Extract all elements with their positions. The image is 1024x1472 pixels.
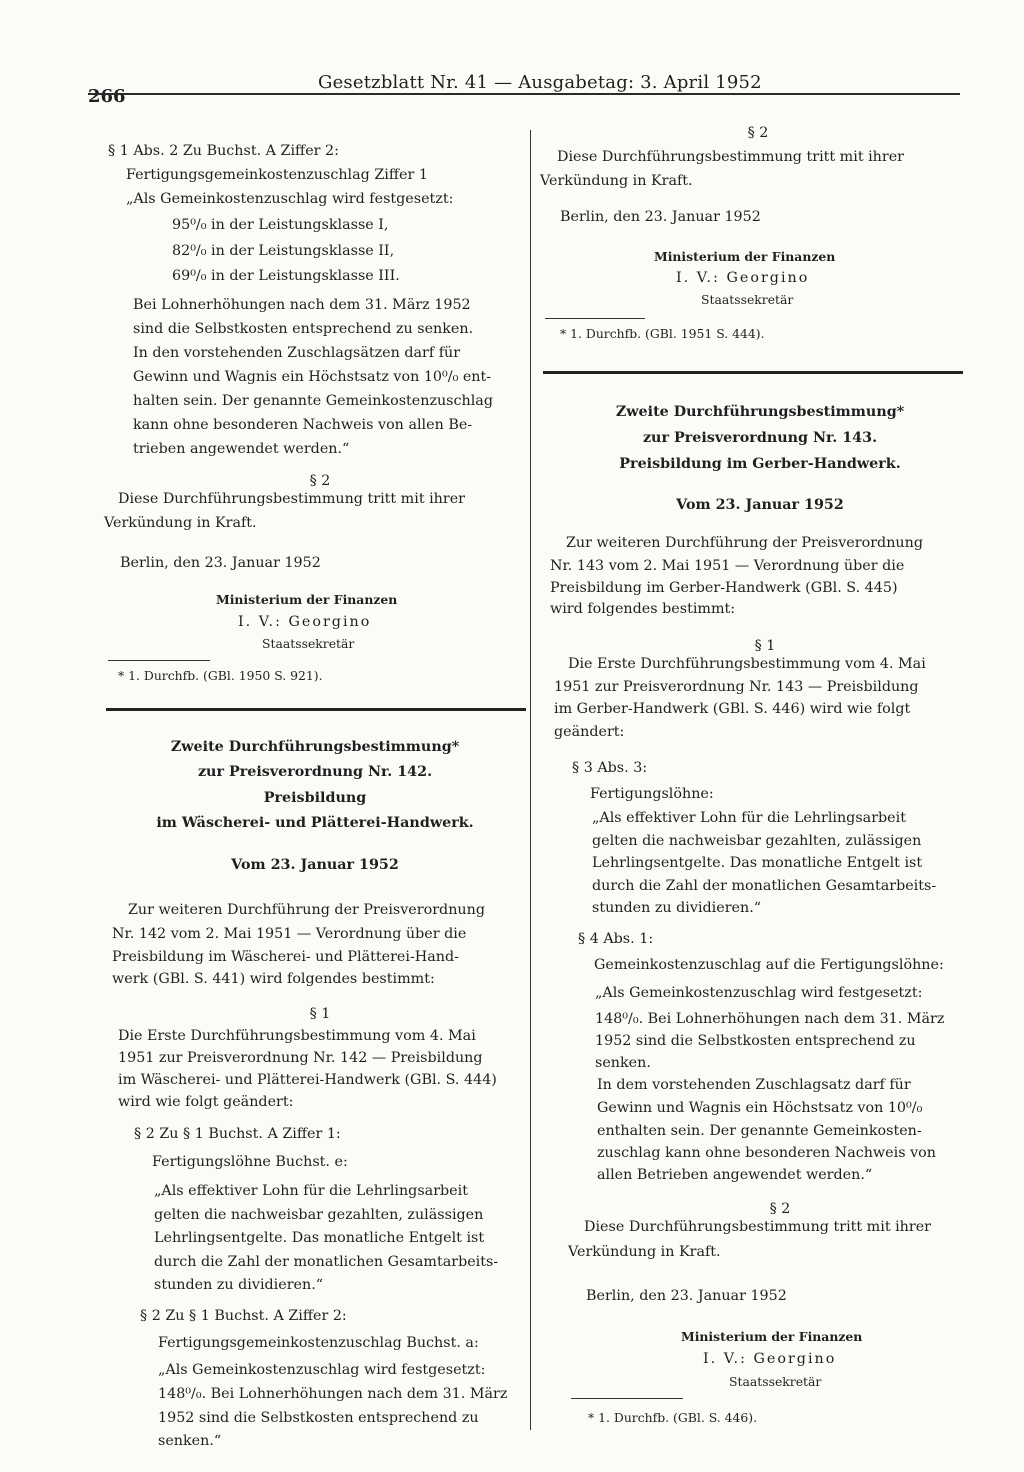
signatory-rank: Staatssekretär (729, 1374, 822, 1389)
ordinance-title: Preisbildung im Gerber-Handwerk. (619, 456, 901, 472)
quote-line: stunden zu dividieren.“ (592, 900, 762, 916)
quote-line: senken.“ (158, 1433, 222, 1449)
body-line: Verkündung in Kraft. (568, 1244, 721, 1260)
ordinance-title: zur Preisverordnung Nr. 142. (197, 764, 433, 780)
section-subtitle: Fertigungslöhne Buchst. e: (152, 1154, 348, 1170)
section-ref: § 4 Abs. 1: (578, 931, 654, 947)
body-line: geändert: (554, 724, 625, 740)
quote-line: „Als Gemeinkostenzuschlag wird festgesetzt: (595, 985, 923, 1001)
quote-line: 1952 sind die Selbstkosten entsprechend zu (158, 1410, 479, 1426)
quote-line: Lehrlingsentgelte. Das monatliche Entgelt ist (154, 1230, 485, 1246)
section-subtitle: Fertigungsgemeinkostenzuschlag Ziffer 1 (126, 167, 428, 183)
body-line: Die Erste Durchführungsbestimmung vom 4. Mai (118, 1028, 476, 1044)
section-separator (106, 708, 526, 711)
body-line: Preisbildung im Gerber-Handwerk (GBl. S. 445) (550, 580, 898, 596)
body-line: werk (GBl. S. 441) wird folgendes bestimmt: (112, 971, 435, 987)
body-line: trieben angewendet werden.“ (133, 441, 350, 457)
body-line: Die Erste Durchführungsbestimmung vom 4. Mai (568, 656, 926, 672)
body-line: Zur weiteren Durchführung der Preisverordnung (128, 902, 485, 918)
quote-line: 148⁰/₀. Bei Lohnerhöhungen nach dem 31. März (158, 1386, 508, 1402)
quote-line: „Als effektiver Lohn für die Lehrlingsarbeit (592, 810, 906, 826)
section-heading: § 1 (754, 638, 776, 654)
footnote-rule (571, 1398, 683, 1399)
quote-intro: „Als Gemeinkostenzuschlag wird festgesetzt: (126, 191, 454, 207)
body-line: kann ohne besonderen Nachweis von allen Be- (133, 417, 473, 433)
section-separator (543, 371, 963, 374)
signatory: I. V.: Georgino (238, 614, 372, 630)
ordinance-date: Vom 23. Januar 1952 (676, 497, 844, 513)
quote-line: stunden zu dividieren.“ (154, 1277, 324, 1293)
section-subtitle: Gemeinkostenzuschlag auf die Fertigungslöhne: (594, 957, 944, 973)
quote-line: Gewinn und Wagnis ein Höchstsatz von 10⁰/₀ (597, 1100, 923, 1116)
quote-line: zuschlag kann ohne besonderen Nachweis von (597, 1145, 936, 1161)
body-line: halten sein. Der genannte Gemeinkostenzuschlag (133, 393, 493, 409)
rate-line: 95⁰/₀ in der Leistungsklasse I, (172, 217, 389, 233)
section-subtitle: Fertigungslöhne: (590, 786, 714, 802)
section-ref: § 3 Abs. 3: (572, 760, 648, 776)
quote-line: 148⁰/₀. Bei Lohnerhöhungen nach dem 31. März (595, 1011, 945, 1027)
quote-line: gelten die nachweisbar gezahlten, zulässigen (592, 833, 922, 849)
section-subtitle: Fertigungsgemeinkostenzuschlag Buchst. a: (158, 1335, 479, 1351)
footnote: * 1. Durchfb. (GBl. 1951 S. 444). (560, 326, 765, 341)
body-line: wird wie folgt geändert: (118, 1094, 294, 1110)
place-date: Berlin, den 23. Januar 1952 (586, 1288, 787, 1304)
section-heading: § 2 (309, 473, 331, 489)
quote-line: „Als effektiver Lohn für die Lehrlingsarbeit (154, 1183, 468, 1199)
ordinance-title: Preisbildung (263, 790, 367, 806)
body-line: 1951 zur Preisverordnung Nr. 143 — Preisbildung (554, 679, 919, 695)
body-line: Zur weiteren Durchführung der Preisverordnung (566, 535, 923, 551)
quote-line: allen Betrieben angewendet werden.“ (597, 1167, 873, 1183)
section-ref: § 2 Zu § 1 Buchst. A Ziffer 2: (140, 1308, 347, 1324)
body-line: sind die Selbstkosten entsprechend zu senken. (133, 321, 474, 337)
header-rule (88, 93, 960, 95)
ordinance-title: Zweite Durchführungsbestimmung* (615, 404, 905, 420)
body-line: Bei Lohnerhöhungen nach dem 31. März 1952 (133, 297, 471, 313)
ordinance-title: Zweite Durchführungsbestimmung* (170, 739, 460, 755)
body-line: im Gerber-Handwerk (GBl. S. 446) wird wie folgt (554, 701, 911, 717)
ordinance-date: Vom 23. Januar 1952 (231, 857, 399, 873)
section-heading: § 2 (769, 1201, 791, 1217)
place-date: Berlin, den 23. Januar 1952 (560, 209, 761, 225)
quote-line: gelten die nachweisbar gezahlten, zulässigen (154, 1207, 484, 1223)
quote-line: 1952 sind die Selbstkosten entsprechend zu (595, 1033, 916, 1049)
body-line: In den vorstehenden Zuschlagsätzen darf für (133, 345, 461, 361)
place-date: Berlin, den 23. Januar 1952 (120, 555, 321, 571)
signatory: I. V.: Georgino (676, 270, 810, 286)
quote-line: Lehrlingsentgelte. Das monatliche Entgelt ist (592, 855, 923, 871)
quote-line: senken. (595, 1055, 651, 1071)
ministry: Ministerium der Finanzen (654, 249, 836, 264)
footnote-rule (108, 660, 210, 661)
body-line: wird folgendes bestimmt: (550, 601, 736, 617)
section-ref: § 2 Zu § 1 Buchst. A Ziffer 1: (134, 1126, 341, 1142)
quote-line: In dem vorstehenden Zuschlagsatz darf für (597, 1077, 911, 1093)
body-line: Gewinn und Wagnis ein Höchstsatz von 10⁰/₀ ent- (133, 369, 492, 385)
quote-line: durch die Zahl der monatlichen Gesamtarbeits- (154, 1254, 499, 1270)
body-line: Verkündung in Kraft. (540, 173, 693, 189)
quote-line: enthalten sein. Der genannte Gemeinkosten- (597, 1123, 922, 1139)
footnote: * 1. Durchfb. (GBl. S. 446). (588, 1410, 758, 1425)
body-line: im Wäscherei- und Plätterei-Handwerk (GBl. S. 444) (118, 1072, 497, 1088)
body-line: 1951 zur Preisverordnung Nr. 142 — Preisbildung (118, 1050, 483, 1066)
ministry: Ministerium der Finanzen (216, 592, 398, 607)
signatory: I. V.: Georgino (703, 1351, 837, 1367)
signatory-rank: Staatssekretär (701, 292, 794, 307)
footnote: * 1. Durchfb. (GBl. 1950 S. 921). (118, 668, 323, 683)
section-ref: § 1 Abs. 2 Zu Buchst. A Ziffer 2: (108, 143, 339, 159)
footnote-rule (545, 318, 645, 319)
ordinance-title: im Wäscherei- und Plätterei-Handwerk. (156, 815, 474, 831)
body-line: Nr. 143 vom 2. Mai 1951 — Verordnung über die (550, 558, 905, 574)
section-heading: § 1 (309, 1006, 331, 1022)
quote-line: „Als Gemeinkostenzuschlag wird festgesetzt: (158, 1362, 486, 1378)
ministry: Ministerium der Finanzen (681, 1329, 863, 1344)
body-line: Diese Durchführungsbestimmung tritt mit ihrer (557, 149, 905, 165)
body-line: Verkündung in Kraft. (104, 515, 257, 531)
body-line: Preisbildung im Wäscherei- und Plätterei-Hand- (112, 949, 459, 965)
body-line: Diese Durchführungsbestimmung tritt mit ihrer (584, 1219, 932, 1235)
rate-line: 69⁰/₀ in der Leistungsklasse III. (172, 268, 400, 284)
body-line: Nr. 142 vom 2. Mai 1951 — Verordnung über die (112, 926, 467, 942)
page-number: 266 (88, 86, 126, 107)
signatory-rank: Staatssekretär (262, 636, 355, 651)
ordinance-title: zur Preisverordnung Nr. 143. (642, 430, 878, 446)
gazette-header: Gesetzblatt Nr. 41 — Ausgabetag: 3. April 1952 (318, 72, 762, 93)
body-line: Diese Durchführungsbestimmung tritt mit ihrer (118, 491, 466, 507)
column-divider (530, 130, 531, 1430)
rate-line: 82⁰/₀ in der Leistungsklasse II, (172, 243, 395, 259)
section-heading: § 2 (747, 125, 769, 141)
quote-line: durch die Zahl der monatlichen Gesamtarbeits- (592, 878, 937, 894)
